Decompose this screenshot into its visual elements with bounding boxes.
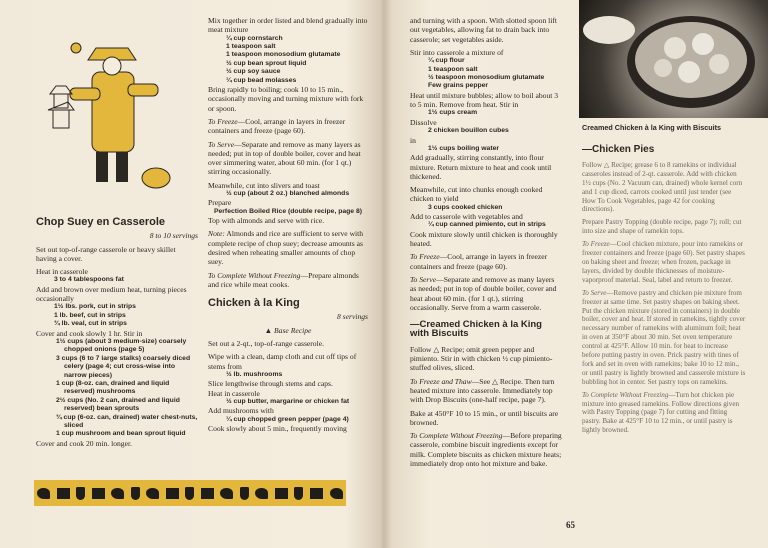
chop-suey-cover-end: Cover and cook 20 min. longer. <box>36 438 132 448</box>
pies-p4-text: —Remove pastry and chicken pie mixture from freezer at same time. Set pastry shapes on baking sheet. Put the chicken mixture (stored in containers) in double boiler, cover and heat. If stored in ramekins, tightly cover necessary number of ramekins with aluminum foil; heat in oven at 350°F about 30 min. Set oven temperature control at 425°F. Allow 10 min. for heat to increase before putting pastry in oven. Prick pastry with tines of fork and set in oven with ramekins; bake 10 to 12 min., or until pastry is lightly browned and casserole mixture is bubbling hot in center. Set pastry tops on ramekins. <box>582 288 746 386</box>
heat-step: Heat until mixture bubbles; allow to boil about 3 to 5 min. Remove from heat. Stir in <box>410 90 559 110</box>
pies-p3-text: —Cool chicken mixture, pour into ramekins or freezer containers and freeze (page 60). Set pastry shapes on baking sheet and freeze; when frozen, package in layers, divided by double thicknesses of moisture-vaporproof material. Seal, label and return to freezer. <box>582 240 745 284</box>
comp-text: —Before preparing casserole, combine biscuit ingredients except for milk. Complete biscuits as chicken mixture heats; immediately drop onto hot mixture and bake. <box>410 431 562 469</box>
in-step: in <box>410 135 416 145</box>
pies-p5-label: To Complete Without Freezing <box>582 390 669 399</box>
serve-label-2: To Serve <box>410 275 437 284</box>
rice-ingredient: Perfection Boiled Rice (double recipe, page 8) <box>213 207 363 215</box>
comp-step <box>410 431 562 468</box>
stir-item: Few grains pepper <box>428 82 489 90</box>
pepper-ingredient: ¼ cup chopped green pepper (page 4) <box>226 415 349 423</box>
meanwhile-step: Meanwhile, cut into slivers and toast <box>208 180 320 190</box>
chop-suey-heat: Heat in casserole <box>36 267 88 277</box>
serve-step <box>208 140 368 177</box>
chicken-ingredient: 3 cups cooked chicken <box>428 203 503 211</box>
tf-step <box>410 377 562 405</box>
pies-p4 <box>582 289 746 387</box>
pies-p3-label: To Freeze <box>582 240 610 249</box>
chef-with-pagoda-illustration <box>36 28 186 208</box>
freeze-text-2: —Cool, arrange in layers in freezer containers and freeze (page 60). <box>410 252 548 271</box>
mix-item: 1 teaspoon monosodium glutamate <box>226 51 341 59</box>
freeze-step <box>208 117 368 136</box>
cook-step: Cook mixture slowly until chicken is thoroughly heated. <box>410 229 558 249</box>
serve-label: To Serve <box>208 139 235 149</box>
complete-text: —Prepare almonds and rice while meat cooks. <box>208 270 359 289</box>
chop-suey-veg: 2½ cups (No. 2 can, drained and liquid reserved) bean sprouts <box>56 396 180 413</box>
note-text <box>208 229 368 266</box>
ck-step: Cook slowly about 5 min., frequently moving <box>208 424 347 434</box>
ck-step: Wipe with a clean, damp cloth and cut off tips of stems from <box>208 352 357 371</box>
complete-label: To Complete Without Freezing <box>208 270 301 280</box>
mix-item: ¼ cup bead molasses <box>226 76 297 84</box>
creamed-title: —Creamed Chicken à la King with Biscuits <box>410 319 542 340</box>
mix-item: ½ cup soy sauce <box>226 68 281 76</box>
ck-cont: and turning with a spoon. With slotted spoon lift out vegetables, allowing fat to drain back into casserole; set vegetables aside. <box>410 16 557 44</box>
chop-suey-meat: 1 lb. beef, cut in strips <box>54 311 126 319</box>
water-ingredient: 1½ cups boiling water <box>428 144 500 152</box>
pies-p2: Prepare Pastry Topping (double recipe, page 7); roll; cut into size and shape of ramekin tops. <box>582 218 742 236</box>
stir-item: ¼ cup flour <box>428 57 465 65</box>
ck-step: Set out a 2-qt., top-of-range casserole. <box>208 339 324 349</box>
pies-p1: Follow △ Recipe; grease 6 to 8 ramekins or individual casseroles instead of 2-qt. casserole. Add with chicken 1½ cups (No. 2 Vacuum can, drained) whole kernel corn and 1 cup diced, carrots cooked until just tender (see How To Cook Vegetables, page 42 for cooking directions). <box>582 160 743 214</box>
biscuits-casserole-image <box>579 0 768 118</box>
ck-step: Slice lengthwise through stems and caps. <box>208 379 333 389</box>
boil-step: Bring rapidly to boiling; cook 10 to 15 min., occasionally moving and turning mixture with fork or spoon. <box>208 85 364 113</box>
bake-step: Bake at 450°F 10 to 15 min., or until biscuits are browned. <box>410 408 559 427</box>
chop-suey-veg: ¾ cup (6-oz. can, drained) water chest-nuts, sliced <box>56 413 198 430</box>
cubes-ingredient: 2 chicken bouillon cubes <box>428 127 509 135</box>
chop-suey-servings: 8 to 10 servings <box>149 231 198 241</box>
chop-suey-veg: 3 cups (6 to 7 large stalks) coarsely diced celery (page 4; cut cross-wise into narrow pieces) <box>56 354 191 379</box>
tf-label: To Freeze and Thaw <box>410 376 472 386</box>
add-cass-step: Add to casserole with vegetables and <box>410 212 523 222</box>
tf-text: —See △ Recipe. Then turn heated mixture into casserole. Immediately top with Drop Biscuits (one-half recipe, page 7). <box>410 376 555 405</box>
stir-step: Stir into casserole a mixture of <box>410 47 504 57</box>
chop-suey-veg: 1 cup mushroom and bean sprout liquid <box>56 430 186 438</box>
complete-step <box>208 271 368 290</box>
pies-p4-label: To Serve <box>582 288 607 297</box>
chicken-king-title: Chicken à la King <box>208 297 300 310</box>
serve-text-2: —Separate and remove as many layers as needed; put in top of double boiler, cover and heat about 60 min. (for 1 qt.), stirring occasionally. Serve from a warm casserole. <box>410 275 557 312</box>
mix-item: ¼ cup cornstarch <box>226 34 283 42</box>
chop-suey-meat: ¾ lb. veal, cut in strips <box>54 320 127 328</box>
prepare-step: Prepare <box>208 198 232 208</box>
ck-step: Heat in casserole <box>208 388 260 398</box>
chicken-king-servings: 8 servings <box>336 312 368 322</box>
decorative-frieze <box>34 480 346 506</box>
food-photo <box>579 0 768 118</box>
mix-instructions: Mix together in order listed and blend gradually into meat mixture <box>208 16 368 35</box>
stir-item: 1 teaspoon salt <box>428 65 478 73</box>
chop-suey-cover: Cover and cook slowly 1 hr. Stir in <box>36 328 143 338</box>
add-grad-step: Add gradually, stirring constantly, into flour mixture. Return mixture to heat and cook until thickened. <box>410 153 552 181</box>
mix-item: 1 teaspoon salt <box>226 43 276 50</box>
note-body: Almonds and rice are sufficient to serve with complete recipe of chop suey; decrease amounts as desired when reheating smaller amounts of chop suey. <box>208 229 364 267</box>
stir-item: ½ teaspoon monosodium glutamate <box>428 74 545 81</box>
chop-suey-title: Chop Suey en Casserole <box>36 216 165 228</box>
photo-caption: Creamed Chicken à la King with Biscuits <box>582 123 721 132</box>
freeze-step-2 <box>410 252 562 271</box>
comp-label: To Complete Without Freezing <box>410 431 503 441</box>
base-recipe-label: ▲ Base Recipe <box>264 325 312 335</box>
freeze-label-2: To Freeze <box>410 252 440 262</box>
pies-p3 <box>582 240 746 285</box>
serve-text: —Separate and remove as many layers as needed; put in top of double boiler, cover and heat over simmering water, about 60 min. (for 1 qt.) stirring occasionally. <box>208 139 361 177</box>
cream-ingredient: 1½ cups cream <box>428 109 478 117</box>
page-number: 65 <box>566 520 575 530</box>
pimiento-ingredient: ¼ cup canned pimiento, cut in strips <box>428 221 546 229</box>
serve-step-2 <box>410 275 562 312</box>
pies-p5-text: —Turn hot chicken pie mixture into greased ramekins. Follow directions given with Pastry Topping (page 7) for cutting and fitting pastry. Bake at 425°F 10 to 12 min., or until pastry is lightly browned. <box>582 390 740 435</box>
chop-suey-fat: 3 to 4 tablespoons fat <box>54 276 124 284</box>
chop-suey-veg: 1½ cups (about 3 medium-size) coarsely chopped onions (page 5) <box>56 338 187 354</box>
meanwhile-chunks: Meanwhile, cut into chunks enough cooked chicken to yield <box>410 185 543 204</box>
chop-suey-meat: 1½ lbs. pork, cut in strips <box>54 303 136 311</box>
almonds-ingredient: ½ cup (about 2 oz.) blanched almonds <box>226 190 350 197</box>
freeze-text: —Cool, arrange in layers in freezer containers and freeze (page 60). <box>208 116 346 136</box>
freeze-label: To Freeze <box>208 116 238 126</box>
butter-ingredient: ½ cup butter, margarine or chicken fat <box>226 397 350 405</box>
chop-suey-brown: Add and brown over medium heat, turning pieces occasionally <box>36 284 187 304</box>
mushroom-ingredient: ½ lb. mushrooms <box>226 370 283 378</box>
dissolve-step: Dissolve <box>410 117 437 127</box>
chop-suey-veg: 1 cup (8-oz. can, drained and liquid reserved) mushrooms <box>56 380 170 396</box>
mix-item: ½ cup bean sprout liquid <box>226 59 307 67</box>
ck-step: Add mushrooms with <box>208 406 274 416</box>
chop-suey-intro: Set out top-of-range casserole or heavy skillet having a cover. <box>36 244 176 263</box>
creamed-text: Follow △ Recipe; omit green pepper and pimiento. Stir in with chicken ½ cup pimiento-stuffed olives, sliced. <box>410 344 553 373</box>
chicken-pies-title: —Chicken Pies <box>582 144 655 155</box>
top-step: Top with almonds and serve with rice. <box>208 216 325 226</box>
note-label: Note: <box>208 229 225 239</box>
pies-p5 <box>582 391 746 436</box>
